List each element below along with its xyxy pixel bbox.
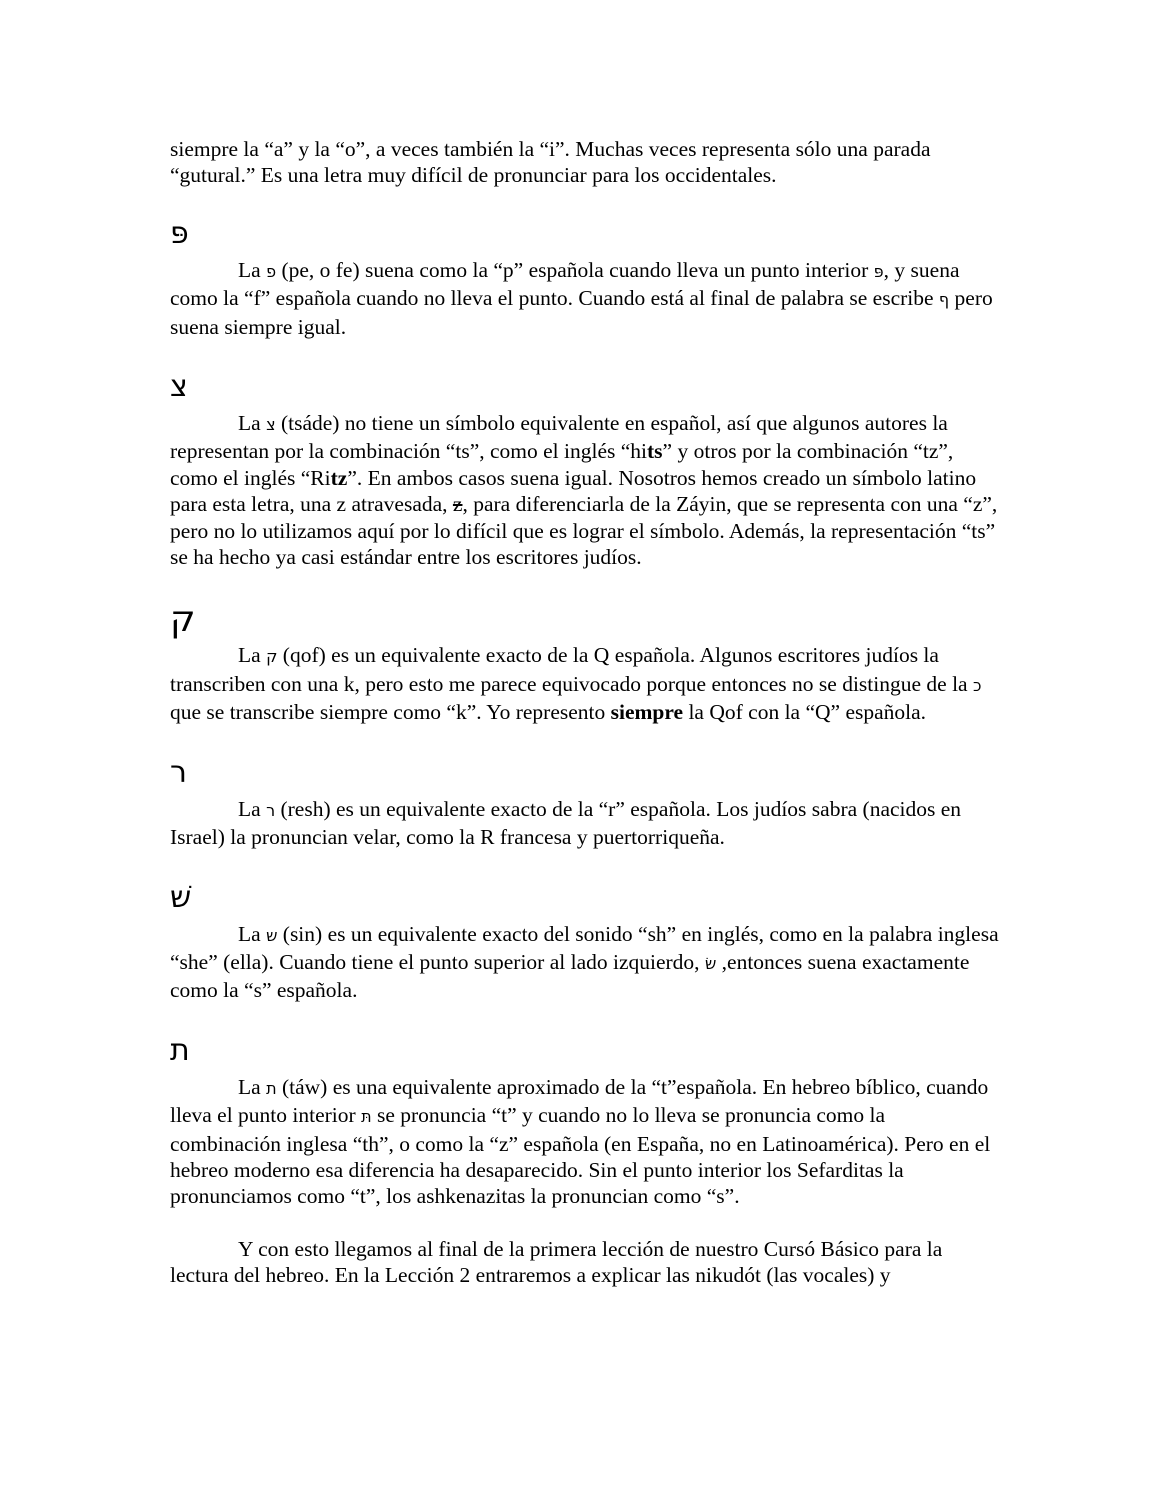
letter-heading-shin: שׁ	[170, 879, 192, 915]
bold-ts: ts	[647, 439, 663, 464]
hebrew-letter-shin: ש	[266, 925, 278, 945]
hebrew-letter-taw-dotted: תּ	[361, 1107, 372, 1127]
hebrew-letter-taw: ת	[266, 1078, 277, 1098]
tsade-paragraph: La צ (tsáde) no tiene un símbolo equivalente en español, así que algunos autores la representan por la combinación “ts”, como el inglés “hits” y otros por la combinación “tz”, como el inglés “Ritz”. En ambos casos suena igual. Nosotros hemos creado un símbolo latino para esta letra, una z atravesada, z, para diferenciarla de la Záyin, que se representa con una “z”, pero no lo utilizamos aquí por lo difícil que es lograr el símbolo. Además, la representación “ts” se ha hecho ya casi estándar entre los escritores judíos.	[170, 411, 998, 570]
closing-paragraph: Y con esto llegamos al final de la primera lección de nuestro Cursó Básico para la lectura del hebreo. En la Lección 2 entraremos a explicar las nikudót (las vocales) y	[170, 1236, 943, 1288]
hebrew-letter-pe-dotted: פּ	[873, 261, 884, 281]
hebrew-letter-sin: שׂ	[704, 953, 717, 973]
resh-paragraph: La ר (resh) es un equivalente exacto de la “r” española. Los judíos sabra (nacidos en Israel) la pronuncian velar, como la R francesa y puertorriqueña.	[170, 796, 962, 850]
hebrew-letter-pe-final: ף	[938, 290, 950, 310]
qof-paragraph: La ק (qof) es un equivalente exacto de la Q española. Algunos escritores judíos la transcriben con una k, pero esto me parece equivocado porque entonces no se distingue de la כ que se transcribe siempre como “k”. Yo represento siempre la Qof con la “Q” española.	[170, 643, 982, 725]
letter-heading-resh: ר	[170, 754, 187, 790]
bold-siempre: siempre	[610, 700, 684, 725]
letter-heading-qof: ק	[170, 599, 196, 641]
shin-paragraph: La ש (sin) es un equivalente exacto del sonido “sh” en inglés, como en la palabra inglesa “she” (ella). Cuando tiene el punto superior al lado izquierdo, שׂ ,entonces suena exactamente como la “s” española.	[170, 921, 999, 1003]
crossed-z-symbol: z	[452, 492, 463, 517]
letter-heading-taw: ת	[170, 1032, 190, 1068]
letter-heading-pe: פּ	[170, 215, 189, 251]
hebrew-letter-resh: ר	[266, 800, 276, 820]
hebrew-letter-kaf: כ	[972, 675, 982, 695]
hebrew-letter-pe: פ	[266, 261, 277, 281]
pe-paragraph: La פ (pe, o fe) suena como la “p” española cuando lleva un punto interior פּ, y suena como la “f” española cuando no lleva el punto. Cuando está al final de palabra se escribe ף pero suena siempre igual.	[170, 257, 993, 339]
hebrew-letter-qof: ק	[266, 647, 278, 667]
intro-paragraph: siempre la “a” y la “o”, a veces también la “i”. Muchas veces representa sólo una parada “gutural.” Es una letra muy difícil de pronunciar para los occidentales.	[170, 137, 931, 188]
bold-tz: tz	[330, 465, 348, 490]
letter-heading-tsade: צ	[170, 369, 188, 405]
document-page	[170, 136, 1000, 1289]
taw-paragraph: La ת (táw) es una equivalente aproximado de la “t”española. En hebreo bíblico, cuando lleva el punto interior תּ se pronuncia “t” y cuando no lo lleva se pronuncia como la combinación inglesa “th”, o como la “z” española (en España, no en Latinoamérica). Pero en el hebreo moderno esa diferencia ha desaparecido. Sin el punto interior los Sefarditas la pronunciamos como “t”, los ashkenazitas la pronuncian como “s”.	[170, 1074, 991, 1209]
hebrew-letter-tsade: צ	[266, 415, 276, 435]
